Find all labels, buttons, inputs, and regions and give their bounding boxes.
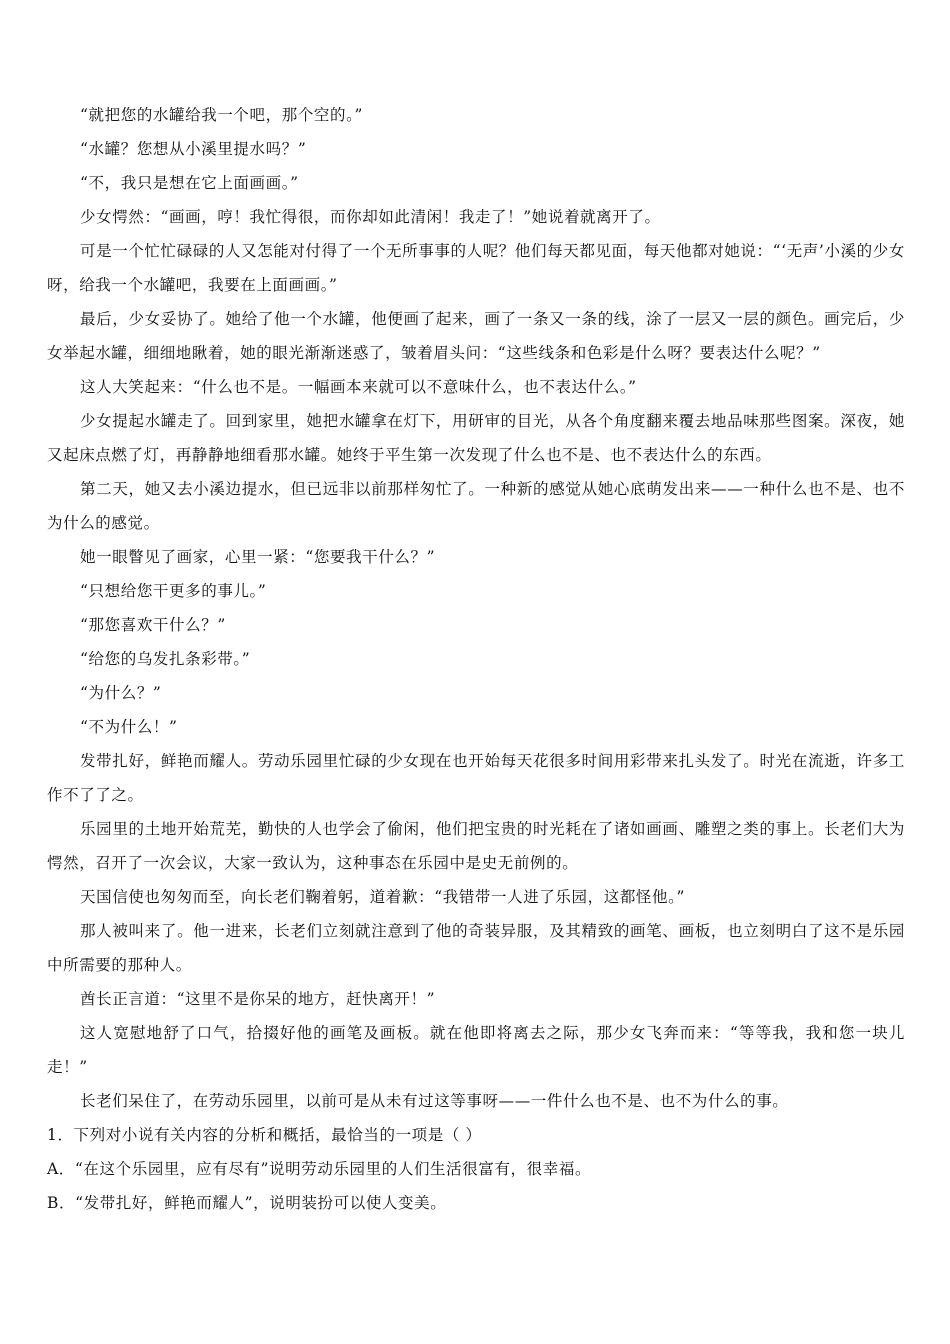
story-paragraph: 酋长正言道：“这里不是你呆的地方，赶快离开！” bbox=[80, 990, 436, 1008]
story-paragraph: “为什么？” bbox=[80, 684, 162, 702]
story-paragraph: “不为什么！” bbox=[80, 718, 178, 736]
story-paragraph: 她一眼瞥见了画家，心里一紧：“您要我干什么？” bbox=[80, 548, 436, 566]
story-paragraph: 少女提起水罐走了。回到家里，她把水罐拿在灯下，用研审的目光，从各个角度翻来覆去地品味那些图案。深夜，她又起床点燃了灯，再静静地细看那水罐。她终于平生第一次发现了什么也不是、也不表达什么的东西。 bbox=[47, 412, 905, 464]
story-paragraph: 第二天，她又去小溪边提水，但已远非以前那样匆忙了。一种新的感觉从她心底萌发出来——一种什么也不是、也不为什么的感觉。 bbox=[47, 480, 905, 532]
story-paragraph: “给您的乌发扎条彩带。” bbox=[80, 650, 251, 668]
story-paragraph: 这人宽慰地舒了口气，拾掇好他的画笔及画板。就在他即将离去之际，那少女飞奔而来：“等等我，我和您一块儿走！” bbox=[47, 1024, 905, 1076]
story-paragraph: 发带扎好，鲜艳而耀人。劳动乐园里忙碌的少女现在也开始每天花很多时间用彩带来扎头发了。时光在流逝，许多工作不了了之。 bbox=[47, 752, 905, 804]
story-paragraph: “不，我只是想在它上面画画。” bbox=[80, 174, 299, 192]
story-paragraph: “那您喜欢干什么？” bbox=[80, 616, 226, 634]
story-paragraph: 可是一个忙忙碌碌的人又怎能对付得了一个无所事事的人呢？他们每天都见面，每天他都对她说：“‘无声’小溪的少女呀，给我一个水罐吧，我要在上面画画。” bbox=[47, 242, 905, 294]
story-paragraph: 天国信使也匆匆而至，向长老们鞠着躬，道着歉：“我错带一人进了乐园，这都怪他。” bbox=[80, 888, 686, 906]
story-paragraph: “就把您的水罐给我一个吧，那个空的。” bbox=[80, 106, 363, 124]
story-paragraph: “水罐？您想从小溪里提水吗？” bbox=[80, 140, 307, 158]
story-paragraph: 少女愕然：“画画，哼！我忙得很，而你却如此清闲！我走了！”她说着就离开了。 bbox=[80, 208, 661, 226]
story-paragraph: 这人大笑起来：“什么也不是。一幅画本来就可以不意味什么，也不表达什么。” bbox=[80, 378, 637, 396]
story-paragraph: 最后，少女妥协了。她给了他一个水罐，他便画了起来，画了一条又一条的线，涂了一层又一层的颜色。画完后，少女举起水罐，细细地瞅着，她的眼光渐渐迷惑了，皱着眉头问：“这些线条和色彩是什么呀？要表达什么呢？” bbox=[47, 310, 905, 362]
story-paragraph: 乐园里的土地开始荒芜，勤快的人也学会了偷闲，他们把宝贵的时光耗在了诸如画画、雕塑之类的事上。长老们大为愕然，召开了一次会议，大家一致认为，这种事态在乐园中是史无前例的。 bbox=[47, 820, 905, 872]
story-paragraph: “只想给您干更多的事儿。” bbox=[80, 582, 267, 600]
question-option-b: B．“发带扎好，鲜艳而耀人”，说明装扮可以使人变美。 bbox=[47, 1194, 447, 1212]
question-stem: 1．下列对小说有关内容的分析和概括，最恰当的一项是（ ） bbox=[47, 1126, 482, 1144]
document-body bbox=[47, 98, 905, 1220]
story-paragraph: 那人被叫来了。他一进来，长老们立刻就注意到了他的奇装异服，及其精致的画笔、画板，也立刻明白了这不是乐园中所需要的那种人。 bbox=[47, 922, 905, 974]
story-paragraph: 长老们呆住了，在劳动乐园里，以前可是从未有过这等事呀——一件什么也不是、也不为什么的事。 bbox=[80, 1092, 789, 1110]
question-option-a: A．“在这个乐园里，应有尽有”说明劳动乐园里的人们生活很富有，很幸福。 bbox=[47, 1160, 592, 1178]
